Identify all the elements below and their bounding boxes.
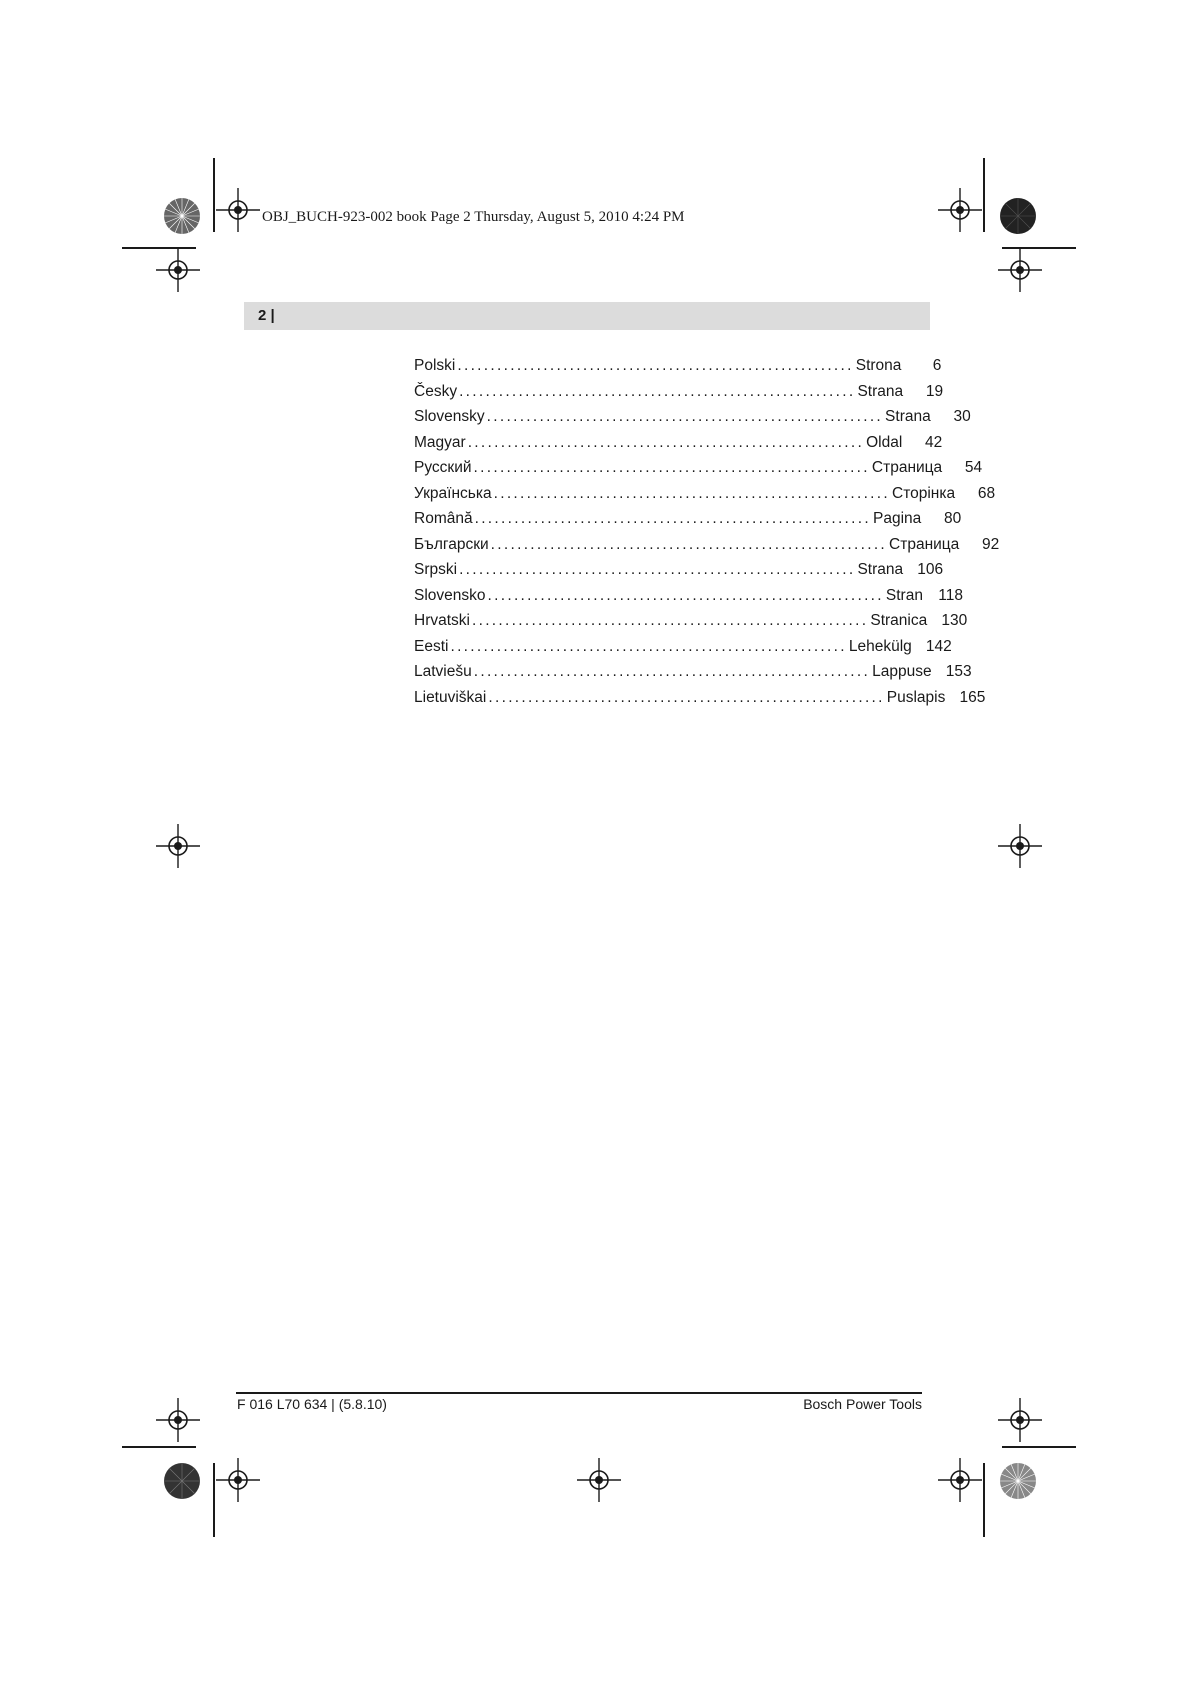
toc-leader-dots: ............................................................ bbox=[488, 688, 885, 706]
toc-page-number: 142 bbox=[925, 637, 952, 655]
toc-page-word: Страница bbox=[889, 535, 960, 553]
toc-language: Русский bbox=[414, 459, 472, 476]
toc-page-number: 80 bbox=[944, 510, 962, 527]
toc-entry bbox=[414, 535, 1000, 562]
toc-leader-dots: ............................................................ bbox=[487, 586, 884, 604]
toc-page-word: Lappuse bbox=[872, 663, 932, 680]
slug-line: OBJ_BUCH-923-002 book Page 2 Thursday, August 5, 2010 4:24 PM bbox=[262, 209, 685, 225]
registration-mark-icon bbox=[156, 248, 200, 292]
toc-page-number: 106 bbox=[917, 561, 944, 578]
toc-entry bbox=[414, 357, 942, 383]
toc-language: Lietuviškai bbox=[414, 688, 487, 706]
registration-mark-icon bbox=[998, 248, 1042, 292]
toc-language: Latviešu bbox=[414, 663, 472, 680]
toc-page-word: Puslapis bbox=[886, 688, 946, 706]
crop-line bbox=[122, 1446, 196, 1448]
toc-entry bbox=[414, 612, 968, 638]
toc-language: Română bbox=[414, 510, 473, 527]
toc-language: Hrvatski bbox=[414, 612, 470, 629]
registration-mark-icon bbox=[938, 1458, 982, 1502]
color-bar-star-target bbox=[163, 197, 201, 235]
registration-mark-icon bbox=[216, 1458, 260, 1502]
toc-leader-dots: ............................................................ bbox=[493, 484, 890, 502]
toc-language: Eesti bbox=[414, 637, 449, 655]
toc-leader-dots: ............................................................ bbox=[486, 408, 884, 425]
toc-page-number: 68 bbox=[977, 484, 996, 502]
toc-entry bbox=[414, 561, 944, 587]
toc-entry bbox=[414, 382, 944, 409]
toc-language: Magyar bbox=[414, 433, 466, 451]
crop-line bbox=[983, 1463, 985, 1537]
toc-page-number: 118 bbox=[938, 586, 963, 604]
toc-language: Srpski bbox=[414, 561, 458, 578]
registration-mark-icon bbox=[156, 1398, 200, 1442]
footer-rule bbox=[236, 1392, 922, 1394]
toc-page-word: Сторінка bbox=[892, 484, 956, 502]
toc-language: Български bbox=[414, 535, 489, 553]
color-bar-star-target bbox=[999, 1462, 1037, 1500]
toc-leader-dots: ............................................................ bbox=[450, 637, 847, 655]
toc-page-number: 30 bbox=[953, 408, 971, 425]
toc-page-word: Pagina bbox=[872, 510, 922, 527]
toc-entry bbox=[414, 688, 986, 715]
toc-leader-dots: ............................................................ bbox=[459, 382, 856, 400]
registration-mark-icon bbox=[998, 824, 1042, 868]
toc-page-number: 130 bbox=[941, 612, 968, 629]
toc-page-word: Strana bbox=[857, 382, 904, 400]
toc-leader-dots: ............................................................ bbox=[459, 561, 856, 578]
toc-page-word: Strana bbox=[885, 408, 931, 425]
crop-line bbox=[1002, 1446, 1076, 1448]
color-bar-star-target bbox=[999, 197, 1037, 235]
page-number: 2 | bbox=[258, 307, 275, 324]
toc-language: Slovensky bbox=[414, 408, 485, 425]
footer-brand: Bosch Power Tools bbox=[803, 1396, 922, 1412]
toc-page-word: Strana bbox=[857, 561, 904, 578]
crop-line bbox=[213, 1463, 215, 1537]
registration-mark-icon bbox=[156, 824, 200, 868]
toc-leader-dots: ............................................................ bbox=[467, 433, 865, 451]
toc-leader-dots: ............................................................ bbox=[471, 612, 869, 629]
crop-line bbox=[983, 158, 985, 232]
toc-page-number: 165 bbox=[959, 688, 986, 706]
toc-entry bbox=[414, 459, 983, 485]
toc-leader-dots: ............................................................ bbox=[474, 510, 871, 527]
toc-entry bbox=[414, 408, 971, 434]
toc-entry bbox=[414, 433, 943, 460]
crop-line bbox=[213, 158, 215, 232]
registration-mark-icon bbox=[577, 1458, 621, 1502]
toc-entry bbox=[414, 586, 963, 613]
toc-page-word: Strona bbox=[855, 357, 902, 374]
footer-document-code: F 016 L70 634 | (5.8.10) bbox=[237, 1396, 387, 1412]
toc-entry bbox=[414, 510, 962, 536]
toc-page-number: 6 bbox=[932, 357, 942, 374]
toc-entry bbox=[414, 663, 972, 689]
registration-mark-icon bbox=[998, 1398, 1042, 1442]
toc-page-word: Lehekülg bbox=[848, 637, 912, 655]
toc-page-word: Oldal bbox=[866, 433, 903, 451]
toc-language: Česky bbox=[414, 382, 458, 400]
toc-page-word: Страница bbox=[871, 459, 943, 476]
page-header-bar bbox=[244, 302, 930, 330]
toc-page-number: 19 bbox=[925, 382, 944, 400]
registration-mark-icon bbox=[216, 188, 260, 232]
toc-leader-dots: ............................................................ bbox=[473, 663, 871, 680]
toc-page-number: 54 bbox=[964, 459, 983, 476]
registration-mark-icon bbox=[938, 188, 982, 232]
toc-language: Polski bbox=[414, 357, 456, 374]
toc-leader-dots: ............................................................ bbox=[457, 357, 854, 374]
toc-language: Slovensko bbox=[414, 586, 486, 604]
toc-page-word: Stranica bbox=[870, 612, 928, 629]
toc-page-word: Stran bbox=[885, 586, 923, 604]
toc-entry bbox=[414, 637, 952, 664]
toc-leader-dots: ............................................................ bbox=[473, 459, 870, 476]
toc-entry bbox=[414, 484, 996, 511]
table-of-contents bbox=[414, 357, 1000, 714]
toc-leader-dots: ............................................................ bbox=[490, 535, 888, 553]
color-bar-star-target bbox=[163, 1462, 201, 1500]
toc-page-number: 42 bbox=[925, 433, 943, 451]
toc-language: Українська bbox=[414, 484, 492, 502]
toc-page-number: 153 bbox=[945, 663, 972, 680]
toc-page-number: 92 bbox=[982, 535, 1000, 553]
